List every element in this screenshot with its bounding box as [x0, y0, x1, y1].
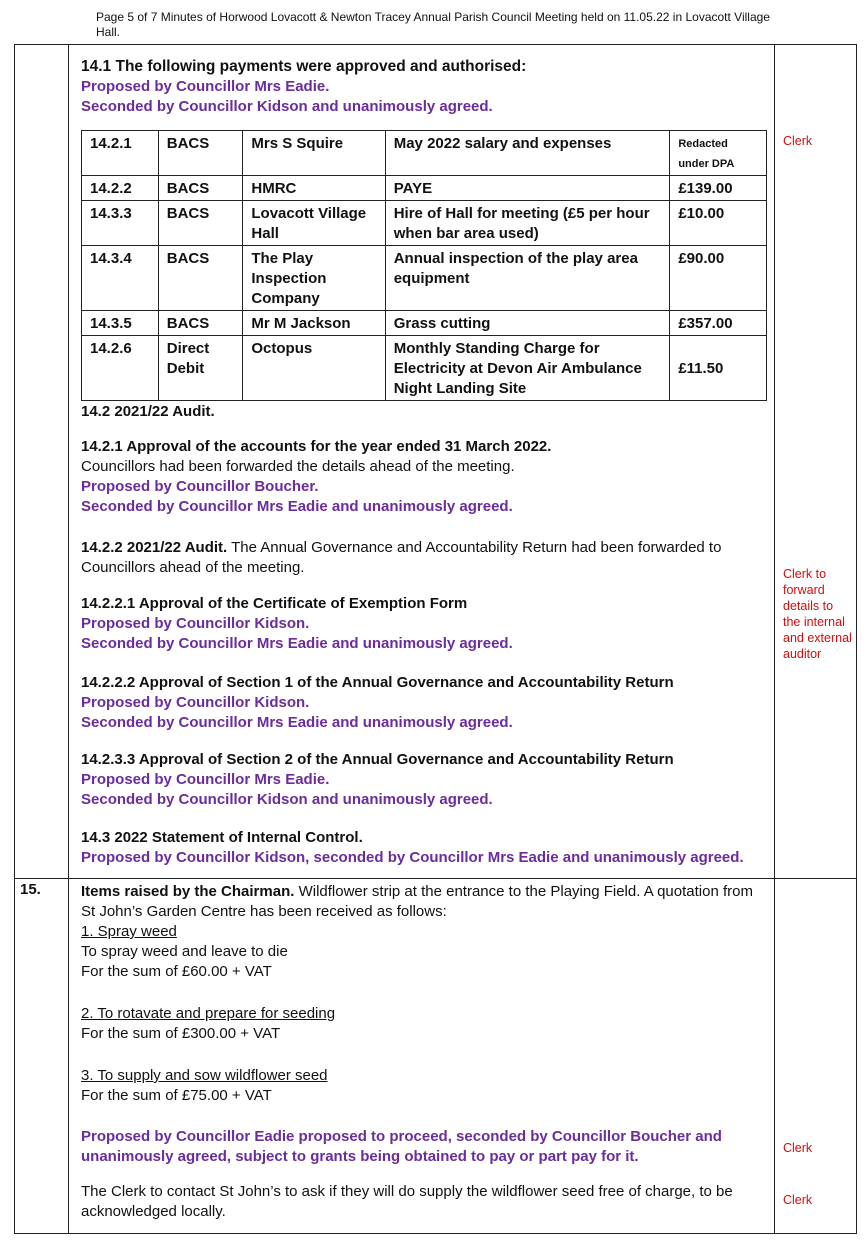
table-row: [82, 201, 767, 246]
payment-payee: HMRC: [243, 176, 385, 201]
payment-desc: Hire of Hall for meeting (£5 per hour when bar area used): [385, 201, 670, 246]
section-14-3-text: Proposed by Councillor Kidson, seconded by Councillor Mrs Eadie and unanimously agreed.: [81, 849, 744, 866]
section-14-2-3-3: [81, 750, 771, 810]
payment-method: Direct Debit: [158, 336, 243, 401]
quote-item-3-heading: 3. To supply and sow wildflower seed: [81, 1067, 328, 1084]
section-15-clerk-note: The Clerk to contact St John’s to ask if they will do supply the wildflower seed free of charge, to be acknowledged locally.: [81, 1183, 733, 1220]
section-14-2-2-2-title: 14.2.2.2 Approval of Section 1 of the Annual Governance and Accountability Return: [81, 674, 674, 691]
payment-amount: £139.00: [670, 176, 767, 201]
section-14-2-2-title: 14.2.2 2021/22 Audit.: [81, 539, 228, 556]
payment-method: BACS: [158, 311, 243, 336]
payment-amount: £357.00: [670, 311, 767, 336]
section-14-2-2-text: The Annual Governance and Accountability Return had been forwarded to Councillors ahead of the meeting.: [81, 539, 722, 576]
section-15-proposal: Proposed by Councillor Eadie proposed to proceed, seconded by Councillor Boucher and unanimously agreed, subject to grants being obtained to pay or part pay for it.: [81, 1128, 722, 1165]
section-14-1-seconded: Seconded by Councillor Kidson and unanimously agreed.: [81, 98, 493, 115]
section-14-2-2-2-seconded: Seconded by Councillor Mrs Eadie and unanimously agreed.: [81, 714, 513, 731]
table-row: [82, 311, 767, 336]
payment-ref: 14.2.1: [82, 131, 159, 176]
section-15-title: Items raised by the Chairman.: [81, 883, 295, 900]
section-14-2-1: [81, 437, 771, 517]
payment-ref: 14.3.5: [82, 311, 159, 336]
section-14-3: [81, 828, 771, 868]
action-clerk-3: Clerk: [783, 1141, 813, 1155]
quote-item-2-line-1: For the sum of £300.00 + VAT: [81, 1025, 281, 1042]
payment-ref: 14.3.4: [82, 246, 159, 311]
section-14-2-2-1-title: 14.2.2.1 Approval of the Certificate of Exemption Form: [81, 595, 468, 612]
payment-desc: May 2022 salary and expenses: [385, 131, 670, 176]
table-row: [82, 131, 767, 176]
section-14-2-2-2-proposed: Proposed by Councillor Kidson.: [81, 694, 310, 711]
action-clerk-4: Clerk: [783, 1193, 813, 1207]
section-14-1-proposed: Proposed by Councillor Mrs Eadie.: [81, 78, 330, 95]
payment-payee: Octopus: [243, 336, 385, 401]
payment-ref: 14.3.3: [82, 201, 159, 246]
section-14-2-2-1-seconded: Seconded by Councillor Mrs Eadie and unanimously agreed.: [81, 635, 513, 652]
page-header: Page 5 of 7 Minutes of Horwood Lovacott & Newton Tracey Annual Parish Council Meeting held on 11.05.22 in Lovacott Village Hall.: [96, 10, 770, 39]
payment-desc: Annual inspection of the play area equipment: [385, 246, 670, 311]
item-number-15: 15.: [20, 881, 41, 898]
row-divider: [15, 878, 856, 879]
quote-item-3-line-1: For the sum of £75.00 + VAT: [81, 1087, 272, 1104]
section-15-intro: Wildflower strip at the entrance to the Playing Field. A quotation from St John’s Garden Centre has been received as follows:: [81, 883, 753, 920]
payment-method: BACS: [158, 201, 243, 246]
section-14-2-1-text: Councillors had been forwarded the details ahead of the meeting.: [81, 458, 515, 475]
payment-method: BACS: [158, 131, 243, 176]
payment-desc: Monthly Standing Charge for Electricity at Devon Air Ambulance Night Landing Site: [385, 336, 670, 401]
payment-amount: £11.50: [670, 336, 767, 401]
quote-item-1-line-2: For the sum of £60.00 + VAT: [81, 963, 272, 980]
action-clerk-1: Clerk: [783, 134, 813, 148]
section-14-3-title: 14.3 2022 Statement of Internal Control.: [81, 829, 363, 846]
section-14-2-2-1-proposed: Proposed by Councillor Kidson.: [81, 615, 310, 632]
payment-ref: 14.2.2: [82, 176, 159, 201]
section-14-2-2: [81, 538, 771, 578]
quote-item-1-line-1: To spray weed and leave to die: [81, 943, 288, 960]
column-divider-left: [68, 45, 69, 1233]
table-row: [82, 246, 767, 311]
action-clerk-forward: Clerk to forward details to the internal and external auditor: [783, 567, 852, 661]
column-divider-right: [774, 45, 775, 1233]
section-14-2-title: 14.2 2021/22 Audit.: [81, 403, 215, 420]
section-14-2-3-3-title: 14.2.3.3 Approval of Section 2 of the Annual Governance and Accountability Return: [81, 751, 674, 768]
payment-amount: £10.00: [670, 201, 767, 246]
quote-item-1-heading: 1. Spray weed: [81, 923, 177, 940]
section-14-1: [81, 57, 771, 117]
section-14-2-1-title: 14.2.1 Approval of the accounts for the year ended 31 March 2022.: [81, 438, 552, 455]
payment-method: BACS: [158, 246, 243, 311]
section-14-2-1-proposed: Proposed by Councillor Boucher.: [81, 478, 319, 495]
payment-payee: Lovacott Village Hall: [243, 201, 385, 246]
quote-item-2-heading: 2. To rotavate and prepare for seeding: [81, 1005, 336, 1022]
section-14-2-3-3-seconded: Seconded by Councillor Kidson and unanimously agreed.: [81, 791, 493, 808]
section-14-2-1-seconded: Seconded by Councillor Mrs Eadie and unanimously agreed.: [81, 498, 513, 515]
section-15: [81, 882, 771, 1106]
payment-ref: 14.2.6: [82, 336, 159, 401]
payment-payee: Mr M Jackson: [243, 311, 385, 336]
section-14-2-2-2: [81, 673, 771, 733]
payment-amount: Redacted under DPA: [670, 131, 767, 176]
payment-payee: The Play Inspection Company: [243, 246, 385, 311]
table-row: [82, 336, 767, 401]
payment-method: BACS: [158, 176, 243, 201]
section-14-1-title: 14.1 The following payments were approved and authorised:: [81, 58, 527, 75]
payment-payee: Mrs S Squire: [243, 131, 385, 176]
payments-table: [81, 130, 767, 401]
payment-desc: PAYE: [385, 176, 670, 201]
section-14-2-2-1: [81, 594, 771, 654]
payment-amount: £90.00: [670, 246, 767, 311]
payment-desc: Grass cutting: [385, 311, 670, 336]
section-14-2-3-3-proposed: Proposed by Councillor Mrs Eadie.: [81, 771, 330, 788]
table-row: [82, 176, 767, 201]
